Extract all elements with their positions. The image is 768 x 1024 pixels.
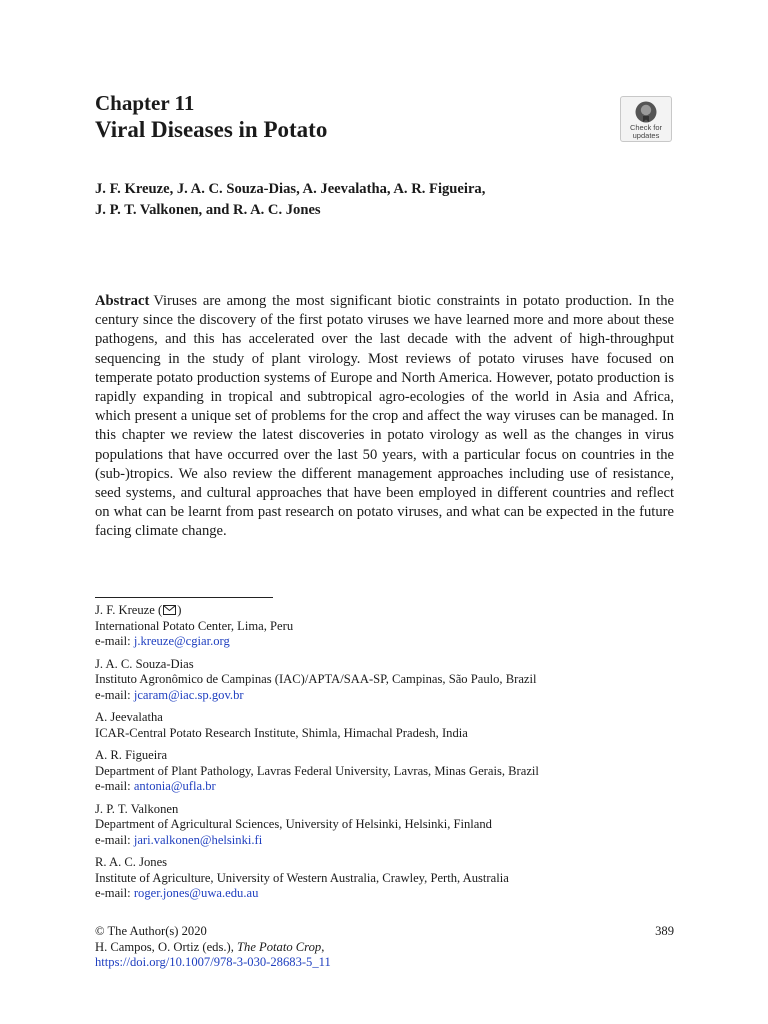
book-suffix: , bbox=[321, 939, 325, 954]
affiliation-name: J. F. Kreuze ( bbox=[95, 603, 163, 617]
editors: H. Campos, O. Ortiz (eds.), bbox=[95, 939, 238, 954]
email-label: e-mail: bbox=[95, 886, 134, 900]
badge-line-2: updates bbox=[632, 131, 660, 140]
doi-link[interactable]: https://doi.org/10.1007/978-3-030-28683-5_11 bbox=[95, 955, 331, 969]
envelope-icon bbox=[163, 605, 176, 615]
badge-line-1: Check for bbox=[629, 123, 663, 132]
affiliation-institution: Department of Agricultural Sciences, University of Helsinki, Helsinki, Finland bbox=[95, 817, 492, 831]
affiliation-name-suffix: ) bbox=[177, 603, 182, 617]
affiliation-jeevalatha bbox=[95, 710, 674, 741]
abstract bbox=[95, 292, 674, 542]
author-list bbox=[95, 179, 635, 221]
affiliation-institution: Institute of Agriculture, University of Western Australia, Crawley, Perth, Australia bbox=[95, 870, 509, 885]
affiliation-figueira bbox=[95, 748, 674, 795]
affiliation-valkonen bbox=[95, 802, 674, 849]
affiliation-name: J. P. T. Valkonen bbox=[95, 801, 179, 816]
chapter-title: Viral Diseases in Potato bbox=[95, 117, 328, 142]
affiliation-name: R. A. C. Jones bbox=[95, 855, 168, 869]
affiliation-institution: Instituto Agronômico de Campinas (IAC)/APTA/SAA-SP, Campinas, São Paulo, Brazil bbox=[95, 672, 537, 686]
footnote-rule bbox=[95, 597, 273, 598]
email-label: e-mail: bbox=[95, 832, 134, 847]
affiliation-jones bbox=[95, 855, 674, 902]
page bbox=[95, 0, 674, 1024]
affiliation-souza-dias bbox=[95, 657, 674, 704]
affiliation-kreuze bbox=[95, 603, 674, 650]
email-label: e-mail: bbox=[95, 687, 134, 702]
book-title: The Potato Crop bbox=[237, 939, 322, 954]
affiliation-institution: International Potato Center, Lima, Peru bbox=[95, 618, 294, 633]
affiliation-name: A. R. Figueira bbox=[95, 748, 168, 762]
author-line-2: J. P. T. Valkonen, and R. A. C. Jones bbox=[95, 202, 321, 218]
abstract-label: Abstract bbox=[95, 293, 150, 309]
author-line-1: J. F. Kreuze, J. A. C. Souza-Dias, A. Jeevalatha, A. R. Figueira, bbox=[95, 181, 486, 197]
affiliation-name: A. Jeevalatha bbox=[95, 710, 163, 724]
email-label: e-mail: bbox=[95, 779, 134, 793]
crossmark-icon bbox=[634, 100, 658, 124]
email-link[interactable]: j.kreuze@cgiar.org bbox=[133, 634, 230, 648]
email-link[interactable]: antonia@ufla.br bbox=[133, 779, 216, 793]
page-footer bbox=[95, 924, 674, 971]
email-label: e-mail: bbox=[95, 634, 134, 648]
check-for-updates-badge[interactable] bbox=[620, 96, 672, 142]
email-link[interactable]: jari.valkonen@helsinki.fi bbox=[133, 832, 263, 847]
affiliation-name: J. A. C. Souza-Dias bbox=[95, 656, 194, 671]
page-number: 389 bbox=[655, 924, 674, 938]
affiliation-institution: Department of Plant Pathology, Lavras Federal University, Lavras, Minas Gerais, Brazil bbox=[95, 763, 539, 778]
abstract-text: Viruses are among the most significant biotic constraints in potato production. In the century since the discovery of the first potato viruses we have learned more and more about these pathogens, and this has accelerated over the last decade with the advent of high-throughput sequencing in the study of plant virology. Most reviews of potato viruses have focused on temperate potato production systems of Europe and North America. However, potato production is rapidly expanding in tropical and subtropical agro-ecologies of the world in Asia and Africa, which present a unique set of problems for the crop and affect the way viruses can be managed. In this chapter we review the latest discoveries in potato virology as well as the changes in virus populations that have occurred over the last 50 years, with a particular focus on countries in the (sub-)tropics. We also review the different management approaches including use of resistance, seed systems, and cultural approaches that have been employed in different countries and reflect on what can be learnt from past research on potato viruses, and what can be expected in the future facing climate change. bbox=[95, 293, 674, 540]
email-link[interactable]: jcaram@iac.sp.gov.br bbox=[133, 687, 244, 702]
affiliations bbox=[95, 603, 674, 909]
affiliation-institution: ICAR-Central Potato Research Institute, Shimla, Himachal Pradesh, India bbox=[95, 725, 468, 740]
copyright: © The Author(s) 2020 bbox=[95, 924, 207, 938]
chapter-label: Chapter 11 bbox=[95, 91, 195, 115]
email-link[interactable]: roger.jones@uwa.edu.au bbox=[133, 886, 259, 900]
